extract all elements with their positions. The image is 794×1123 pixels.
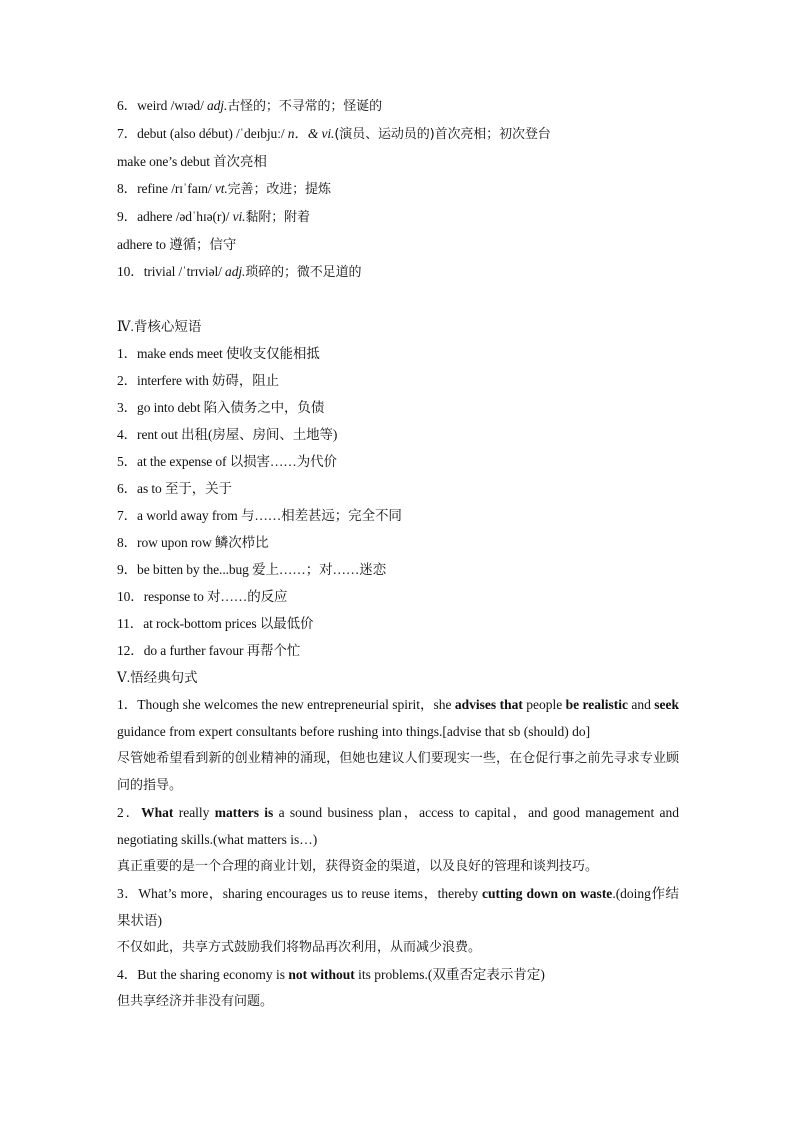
bold-run: seek xyxy=(654,697,679,712)
vocab-item-6 xyxy=(117,92,679,120)
vocab-word: weird /wɪəd/ xyxy=(137,98,207,113)
part-of-speech: adj. xyxy=(225,264,246,279)
sentence-3-english xyxy=(117,880,679,934)
vocab-meaning: (演员、运动员的)首次亮相；初次登台 xyxy=(334,127,551,142)
item-number: 10． xyxy=(117,264,144,279)
sentence-1-chinese: 尽管她希望看到新的创业精神的涌现，但她也建议人们要现实一些，在仓促行事之前先寻求专业顾问的指导。 xyxy=(117,751,679,793)
phrase-item: 11．at rock-bottom prices 以最低价 xyxy=(117,616,314,631)
vocab-phrase-debut: make one’s debut 首次亮相 xyxy=(117,154,267,169)
sentence-2-chinese: 真正重要的是一个合理的商业计划，获得资金的渠道，以及良好的管理和谈判技巧。 xyxy=(117,859,599,874)
text-run: really xyxy=(173,805,215,820)
text-run: a sound business plan，access to capital，and good management and negotiating skills.(what matters is…) xyxy=(117,805,679,847)
part-of-speech: vt. xyxy=(214,181,228,196)
text-run: and xyxy=(627,697,655,712)
phrase-item: 4．rent out 出租(房屋、房间、土地等) xyxy=(117,427,338,442)
text-run: .(doing作结果状语) xyxy=(117,886,680,928)
part-of-speech: n．& vi. xyxy=(287,126,335,141)
sentence-2-english xyxy=(117,799,679,853)
phrase-item: 2．interfere with 妨碍，阻止 xyxy=(117,373,280,388)
vocab-meaning: 琐碎的；微不足道的 xyxy=(245,265,362,280)
phrase-item: 10．response to 对……的反应 xyxy=(117,589,288,604)
bold-run: be realistic xyxy=(565,697,628,712)
vocab-item-9 xyxy=(117,203,679,231)
item-number: 9． xyxy=(117,209,138,224)
sentence-1-english xyxy=(117,691,679,745)
vocab-word: trivial /ˈtrɪviəl/ xyxy=(143,264,226,279)
item-number: 7． xyxy=(117,126,138,141)
bold-run: What xyxy=(141,805,174,820)
vocab-meaning: 古怪的；不寻常的；怪诞的 xyxy=(227,99,383,114)
item-number: 8． xyxy=(117,181,138,196)
text-run: 3．What’s more，sharing encourages us to reuse items，thereby xyxy=(117,886,483,901)
sentence-3-chinese: 不仅如此，共享方式鼓励我们将物品再次利用，从而减少浪费。 xyxy=(117,940,482,955)
item-number: 6． xyxy=(117,98,138,113)
text-run: people xyxy=(522,697,566,712)
vocab-word: refine /rɪˈfaɪn/ xyxy=(137,181,215,196)
vocab-item-8 xyxy=(117,175,679,203)
bold-run: matters is xyxy=(214,805,274,820)
part-of-speech: vi. xyxy=(232,209,246,224)
document-page xyxy=(117,92,679,1015)
bold-run: advises that xyxy=(454,697,523,712)
spacer xyxy=(117,286,679,313)
phrase-item: 8．row upon row 鳞次栉比 xyxy=(117,535,269,550)
section-title-sentences: Ⅴ.悟经典句式 xyxy=(117,670,198,685)
phrase-item: 3．go into debt 陷入债务之中，负债 xyxy=(117,400,325,415)
phrase-item: 6．as to 至于，关于 xyxy=(117,481,232,496)
text-run: 4．But the sharing economy is xyxy=(117,967,289,982)
phrase-item: 5．at the expense of 以损害……为代价 xyxy=(117,454,337,469)
vocab-item-7 xyxy=(117,120,679,148)
bold-run: not without xyxy=(288,967,355,982)
phrase-item: 1．make ends meet 使收支仅能相抵 xyxy=(117,346,320,361)
vocab-meaning: 完善；改进；提炼 xyxy=(227,182,331,197)
vocab-item-10 xyxy=(117,258,679,286)
section-title-phrases: Ⅳ.背核心短语 xyxy=(117,319,202,334)
bold-run: cutting down on waste xyxy=(482,886,613,901)
text-run: 2． xyxy=(117,805,142,820)
sentence-4-english xyxy=(117,961,679,988)
vocab-word: adhere /ədˈhɪə(r)/ xyxy=(137,209,233,224)
text-run: 1．Though she welcomes the new entrepreneurial spirit，she xyxy=(117,697,455,712)
vocab-meaning: 黏附；附着 xyxy=(245,210,310,225)
sentence-4-chinese: 但共享经济并非没有问题。 xyxy=(117,994,274,1009)
text-run: its problems.(双重否定表示肯定) xyxy=(354,967,545,982)
phrase-item: 7．a world away from 与……相差甚远；完全不同 xyxy=(117,508,402,523)
text-run: guidance from expert consultants before rushing into things.[advise that sb (should) do] xyxy=(117,724,591,739)
vocab-word: debut (also début) /ˈdeɪbjuː/ xyxy=(137,126,288,141)
phrase-item: 9．be bitten by the...bug 爱上……；对……迷恋 xyxy=(117,562,387,577)
phrase-item: 12．do a further favour 再帮个忙 xyxy=(117,643,301,658)
part-of-speech: adj. xyxy=(207,98,228,113)
vocab-phrase-adhere: adhere to 遵循；信守 xyxy=(117,237,237,252)
